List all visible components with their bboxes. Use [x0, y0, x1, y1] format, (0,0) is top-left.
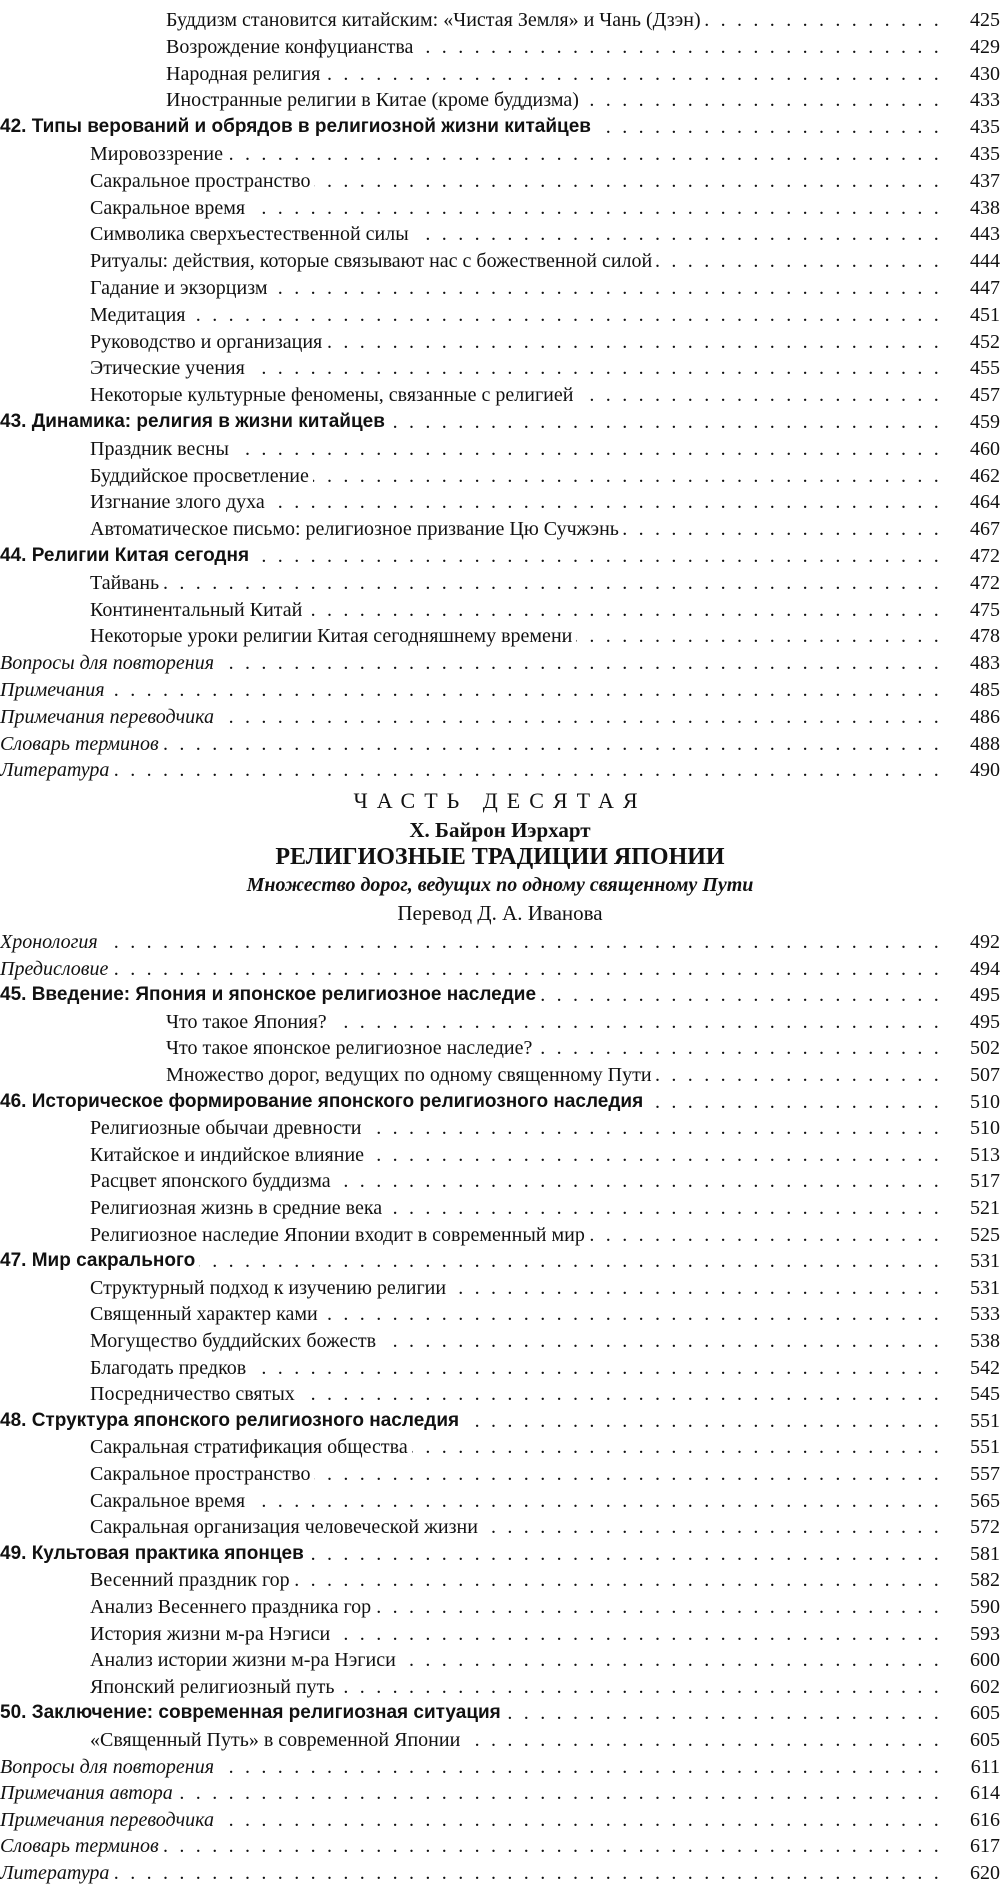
toc-entry-page: 467	[942, 517, 1000, 541]
toc-entry-title: 48. Структура японского религиозного наследия	[0, 1409, 463, 1433]
toc-entry	[0, 1298, 1000, 1326]
toc-entry-page: 485	[942, 678, 1000, 702]
toc-entry	[0, 728, 1000, 756]
toc-entry	[0, 1431, 1000, 1459]
toc-entry-title: Примечания	[0, 678, 109, 702]
dot-leader	[189, 303, 942, 327]
dot-leader	[324, 62, 942, 86]
toc-entry-page: 531	[942, 1249, 1000, 1273]
toc-entry	[0, 1697, 1000, 1725]
dot-leader	[577, 383, 942, 407]
dot-leader	[314, 169, 942, 193]
dot-leader	[218, 651, 942, 675]
toc-entry	[0, 1352, 1000, 1380]
toc-entry	[0, 165, 1000, 193]
toc-entry-title: Сакральное пространство	[90, 1462, 314, 1486]
toc-entry-title: 46. Историческое формирование японского религиозного наследия	[0, 1090, 647, 1114]
toc-entry-page: 478	[942, 624, 1000, 648]
dot-leader	[253, 544, 942, 568]
toc-entry-page: 533	[942, 1302, 1000, 1326]
toc-entry-page: 451	[942, 303, 1000, 327]
toc-entry-page: 517	[942, 1169, 1000, 1193]
toc-entry-page: 472	[942, 544, 1000, 568]
part-title: РЕЛИГИОЗНЫЕ ТРАДИЦИИ ЯПОНИИ	[275, 844, 725, 870]
toc-entry	[0, 1458, 1000, 1486]
dot-leader	[589, 1223, 942, 1247]
toc-entry-title: Народная религия	[166, 62, 324, 86]
dot-leader	[249, 196, 942, 220]
toc-entry-page: 443	[942, 222, 1000, 246]
toc-entry-title: 43. Динамика: религия в жизни китайцев	[0, 410, 389, 434]
toc-entry-page: 602	[942, 1675, 1000, 1699]
toc-entry-page: 475	[942, 598, 1000, 622]
toc-entry-title: Гадание и экзорцизм	[90, 276, 271, 300]
toc-entry-page: 600	[942, 1648, 1000, 1672]
dot-leader	[536, 1036, 942, 1060]
part-translator: Перевод Д. А. Иванова	[397, 901, 603, 925]
toc-entry	[0, 953, 1000, 981]
toc-entry	[0, 406, 1000, 434]
toc-entry-page: 430	[942, 62, 1000, 86]
toc-entry	[0, 460, 1000, 488]
toc-entry-page: 460	[942, 437, 1000, 461]
toc-entry-page: 444	[942, 249, 1000, 273]
toc-entry-page: 502	[942, 1036, 1000, 1060]
part-subtitle: Множество дорог, ведущих по одному священному Пути	[246, 874, 754, 896]
toc-entry-title: Тайвань	[90, 571, 163, 595]
toc-entry-title: Священный характер ками	[90, 1302, 322, 1326]
toc-entry	[0, 1245, 1000, 1273]
dot-leader	[417, 35, 942, 59]
dot-leader	[112, 957, 942, 981]
dot-leader	[326, 330, 942, 354]
toc-entry-title: Этические учения	[90, 356, 249, 380]
toc-entry-page: 557	[942, 1462, 1000, 1486]
dot-leader	[389, 410, 942, 434]
dot-leader	[368, 1143, 942, 1167]
toc-entry-title: Вопросы для повторения	[0, 651, 218, 675]
dot-leader	[412, 1435, 942, 1459]
toc-entry-page: 483	[942, 651, 1000, 675]
dot-leader	[647, 1090, 942, 1114]
toc-entry	[0, 979, 1000, 1007]
dot-leader	[102, 930, 942, 954]
toc-entry	[0, 1618, 1000, 1646]
dot-leader	[233, 437, 942, 461]
toc-entry-page: 488	[942, 732, 1000, 756]
toc-entry-page: 542	[942, 1356, 1000, 1380]
dot-leader	[199, 1249, 942, 1273]
toc-entry	[0, 620, 1000, 648]
toc-entry-page: 495	[942, 983, 1000, 1007]
toc-entry-title: Континентальный Китай	[90, 598, 306, 622]
toc-entry-page: 447	[942, 276, 1000, 300]
toc-entry-page: 611	[942, 1755, 1000, 1779]
toc-entry-title: Анализ Весеннего праздника гор	[90, 1595, 375, 1619]
toc-entry-page: 437	[942, 169, 1000, 193]
toc-entry-title: Что такое Япония?	[166, 1010, 331, 1034]
dot-leader	[366, 1116, 942, 1140]
toc-entry	[0, 84, 1000, 112]
dot-leader	[375, 1595, 942, 1619]
toc-entry	[0, 1032, 1000, 1060]
toc-entry	[0, 379, 1000, 407]
toc-entry-title: Иностранные религии в Китае (кроме буддизма)	[166, 88, 583, 112]
toc-entry-page: 459	[942, 410, 1000, 434]
toc-entry	[0, 1857, 1000, 1885]
toc-entry	[0, 4, 1000, 32]
toc-entry-page: 616	[942, 1808, 1000, 1832]
toc-entry	[0, 1724, 1000, 1752]
toc-entry-page: 429	[942, 35, 1000, 59]
dot-leader	[218, 705, 942, 729]
dot-leader	[250, 1356, 942, 1380]
toc-entry-page: 507	[942, 1063, 1000, 1087]
dot-leader	[308, 1542, 942, 1566]
dot-leader	[163, 732, 942, 756]
toc-entry-title: 42. Типы верований и обрядов в религиозной жизни китайцев	[0, 115, 595, 139]
toc-entry-title: Благодать предков	[90, 1356, 250, 1380]
dot-leader	[450, 1276, 942, 1300]
toc-entry-page: 510	[942, 1116, 1000, 1140]
toc-entry-title: Некоторые культурные феномены, связанные с религией	[90, 383, 577, 407]
dot-leader	[314, 1462, 942, 1486]
toc-entry-page: 433	[942, 88, 1000, 112]
toc-entry-title: Сакральная организация человеческой жизни	[90, 1515, 482, 1539]
dot-leader	[386, 1196, 942, 1220]
toc-entry	[0, 1564, 1000, 1592]
toc-entry	[0, 299, 1000, 327]
dot-leader	[400, 1648, 942, 1672]
toc-entry-title: Весенний праздник гор	[90, 1568, 294, 1592]
toc-entry	[0, 326, 1000, 354]
toc-entry-title: Религиозная жизнь в средние века	[90, 1196, 386, 1220]
toc-entry-page: 464	[942, 490, 1000, 514]
toc-entry-page: 457	[942, 383, 1000, 407]
toc-entry	[0, 513, 1000, 541]
toc-entry-page: 582	[942, 1568, 1000, 1592]
dot-leader	[623, 517, 942, 541]
toc-entry	[0, 594, 1000, 622]
toc-entry-page: 435	[942, 115, 1000, 139]
toc-entry	[0, 1644, 1000, 1672]
toc-entry-page: 455	[942, 356, 1000, 380]
toc-entry-title: Руководство и организация	[90, 330, 326, 354]
toc-entry-page: 581	[942, 1542, 1000, 1566]
toc-entry-title: Мировоззрение	[90, 142, 227, 166]
dot-leader	[271, 276, 942, 300]
dot-leader	[335, 1169, 942, 1193]
toc-entry-title: Вопросы для повторения	[0, 1755, 218, 1779]
toc-entry	[0, 1511, 1000, 1539]
dot-leader	[334, 1622, 942, 1646]
toc-entry-title: 44. Религии Китая сегодня	[0, 544, 253, 568]
toc-entry	[0, 1325, 1000, 1353]
toc-entry-title: Литература	[0, 758, 113, 782]
dot-leader	[505, 1701, 942, 1725]
toc-entry-title: Буддийское просветление	[90, 464, 313, 488]
toc-entry-page: 551	[942, 1409, 1000, 1433]
toc-entry	[0, 1591, 1000, 1619]
dot-leader	[113, 1861, 942, 1885]
toc-entry-page: 486	[942, 705, 1000, 729]
toc-entry	[0, 192, 1000, 220]
toc-entry	[0, 1777, 1000, 1805]
toc-entry-title: Предисловие	[0, 957, 112, 981]
toc-entry	[0, 31, 1000, 59]
dot-leader	[113, 758, 942, 782]
toc-entry	[0, 1378, 1000, 1406]
toc-entry-title: «Священный Путь» в современной Японии	[90, 1728, 464, 1752]
dot-leader	[294, 1568, 942, 1592]
toc-entry-title: Возрождение конфуцианства	[166, 35, 417, 59]
dot-leader	[322, 1302, 942, 1326]
toc-entry	[0, 701, 1000, 729]
toc-entry-page: 513	[942, 1143, 1000, 1167]
toc-entry	[0, 926, 1000, 954]
dot-leader	[218, 1755, 942, 1779]
toc-entry-title: Китайское и индийское влияние	[90, 1143, 368, 1167]
toc-entry-title: Примечания автора	[0, 1781, 177, 1805]
toc-entry-page: 605	[942, 1701, 1000, 1725]
toc-entry	[0, 218, 1000, 246]
toc-entry-title: Могущество буддийских божеств	[90, 1329, 380, 1353]
dot-leader	[249, 1489, 942, 1513]
toc-entry-title: Словарь терминов	[0, 1834, 163, 1858]
toc-entry-title: Сакральная стратификация общества	[90, 1435, 412, 1459]
dot-leader	[482, 1515, 942, 1539]
dot-leader	[705, 8, 942, 32]
toc-entry-page: 425	[942, 8, 1000, 32]
toc-entry-page: 435	[942, 142, 1000, 166]
toc-entry-title: Некоторые уроки религии Китая сегодняшнему времени	[90, 624, 576, 648]
toc-entry	[0, 352, 1000, 380]
toc-entry-title: 45. Введение: Япония и японское религиозное наследие	[0, 983, 540, 1007]
toc-entry	[0, 1219, 1000, 1247]
dot-leader	[576, 624, 942, 648]
toc-entry	[0, 1086, 1000, 1114]
toc-entry-page: 492	[942, 930, 1000, 954]
toc-entry-page: 605	[942, 1728, 1000, 1752]
toc-entry	[0, 1751, 1000, 1779]
toc-entry	[0, 1485, 1000, 1513]
dot-leader	[413, 222, 942, 246]
toc-entry	[0, 138, 1000, 166]
dot-leader	[177, 1781, 942, 1805]
toc-entry-title: Посредничество святых	[90, 1382, 299, 1406]
toc-entry-page: 472	[942, 571, 1000, 595]
toc-entry-page: 531	[942, 1276, 1000, 1300]
dot-leader	[595, 115, 942, 139]
dot-leader	[313, 464, 942, 488]
toc-entry-page: 614	[942, 1781, 1000, 1805]
toc-entry-title: Анализ истории жизни м-ра Нэгиси	[90, 1648, 400, 1672]
toc-entry	[0, 540, 1000, 568]
toc-entry-page: 521	[942, 1196, 1000, 1220]
toc-entry-page: 545	[942, 1382, 1000, 1406]
toc-entry	[0, 1139, 1000, 1167]
toc-entry-title: Расцвет японского буддизма	[90, 1169, 335, 1193]
toc-entry-title: Медитация	[90, 303, 189, 327]
toc-entry-title: 49. Культовая практика японцев	[0, 1542, 308, 1566]
toc-entry	[0, 1006, 1000, 1034]
toc-entry-title: Изгнание злого духа	[90, 490, 269, 514]
toc-entry-title: Хронология	[0, 930, 102, 954]
toc-entry	[0, 1671, 1000, 1699]
toc-entry-title: История жизни м-ра Нэгиси	[90, 1622, 334, 1646]
dot-leader	[218, 1808, 942, 1832]
toc-entry-title: Структурный подход к изучению религии	[90, 1276, 450, 1300]
toc-entry	[0, 1272, 1000, 1300]
toc-entry-page: 525	[942, 1223, 1000, 1247]
toc-entry-title: Буддизм становится китайским: «Чистая Земля» и Чань (Дзэн)	[166, 8, 705, 32]
dot-leader	[163, 571, 942, 595]
toc-entry	[0, 1059, 1000, 1087]
toc-entry-title: Примечания переводчика	[0, 1808, 218, 1832]
toc-entry	[0, 754, 1000, 782]
toc-entry-title: Сакральное пространство	[90, 169, 314, 193]
toc-entry	[0, 647, 1000, 675]
dot-leader	[109, 678, 942, 702]
dot-leader	[380, 1329, 942, 1353]
toc-entry	[0, 1192, 1000, 1220]
toc-entry	[0, 1538, 1000, 1566]
toc-entry	[0, 1830, 1000, 1858]
dot-leader	[269, 490, 942, 514]
toc-entry-title: Автоматическое письмо: религиозное призвание Цю Сучжэнь	[90, 517, 623, 541]
toc-entry-page: 494	[942, 957, 1000, 981]
toc-entry-title: Религиозное наследие Японии входит в современный мир	[90, 1223, 589, 1247]
toc-entry-title: Праздник весны	[90, 437, 233, 461]
toc-entry-title: Примечания переводчика	[0, 705, 218, 729]
toc-entry-title: Сакральное время	[90, 1489, 249, 1513]
dot-leader	[339, 1675, 942, 1699]
toc-entry-page: 490	[942, 758, 1000, 782]
toc-entry	[0, 486, 1000, 514]
toc-entry	[0, 272, 1000, 300]
toc-entry-page: 452	[942, 330, 1000, 354]
toc-entry-page: 438	[942, 196, 1000, 220]
dot-leader	[331, 1010, 942, 1034]
dot-leader	[163, 1834, 942, 1858]
toc-entry-title: Множество дорог, ведущих по одному священному Пути	[166, 1063, 656, 1087]
toc-entry-title: Словарь терминов	[0, 732, 163, 756]
toc-entry-title: 47. Мир сакрального	[0, 1249, 199, 1273]
dot-leader	[464, 1728, 942, 1752]
toc-entry-page: 590	[942, 1595, 1000, 1619]
toc-entry-title: Что такое японское религиозное наследие?	[166, 1036, 536, 1060]
dot-leader	[583, 88, 942, 112]
toc-entry	[0, 245, 1000, 273]
toc-entry	[0, 433, 1000, 461]
part-heading: ЧАСТЬ ДЕСЯТАЯ	[353, 788, 647, 813]
toc-entry-page: 572	[942, 1515, 1000, 1539]
toc-entry	[0, 1112, 1000, 1140]
toc-entry-title: Литература	[0, 1861, 113, 1885]
toc-entry	[0, 1165, 1000, 1193]
toc-entry-title: 50. Заключение: современная религиозная ситуация	[0, 1701, 505, 1725]
toc-entry-title: Символика сверхъестественной силы	[90, 222, 413, 246]
toc-entry-title: Ритуалы: действия, которые связывают нас с божественной силой	[90, 249, 656, 273]
part-author: Х. Байрон Иэрхарт	[409, 818, 591, 842]
toc-entry	[0, 674, 1000, 702]
toc-entry-title: Японский религиозный путь	[90, 1675, 339, 1699]
dot-leader	[656, 249, 942, 273]
dot-leader	[227, 142, 942, 166]
toc-entry-page: 593	[942, 1622, 1000, 1646]
dot-leader	[656, 1063, 942, 1087]
toc-entry-page: 510	[942, 1090, 1000, 1114]
dot-leader	[306, 598, 942, 622]
toc-entry	[0, 58, 1000, 86]
toc-entry-page: 538	[942, 1329, 1000, 1353]
toc-entry	[0, 567, 1000, 595]
dot-leader	[249, 356, 942, 380]
toc-entry-page: 495	[942, 1010, 1000, 1034]
toc-entry-title: Сакральное время	[90, 196, 249, 220]
dot-leader	[463, 1409, 942, 1433]
toc-entry-page: 462	[942, 464, 1000, 488]
toc-entry-page: 565	[942, 1489, 1000, 1513]
toc-entry	[0, 1405, 1000, 1433]
toc-entry-page: 617	[942, 1834, 1000, 1858]
toc-entry-page: 551	[942, 1435, 1000, 1459]
dot-leader	[299, 1382, 942, 1406]
toc-entry	[0, 1804, 1000, 1832]
toc-entry-title: Религиозные обычаи древности	[90, 1116, 366, 1140]
toc-entry-page: 620	[942, 1861, 1000, 1885]
dot-leader	[540, 983, 942, 1007]
toc-entry	[0, 111, 1000, 139]
